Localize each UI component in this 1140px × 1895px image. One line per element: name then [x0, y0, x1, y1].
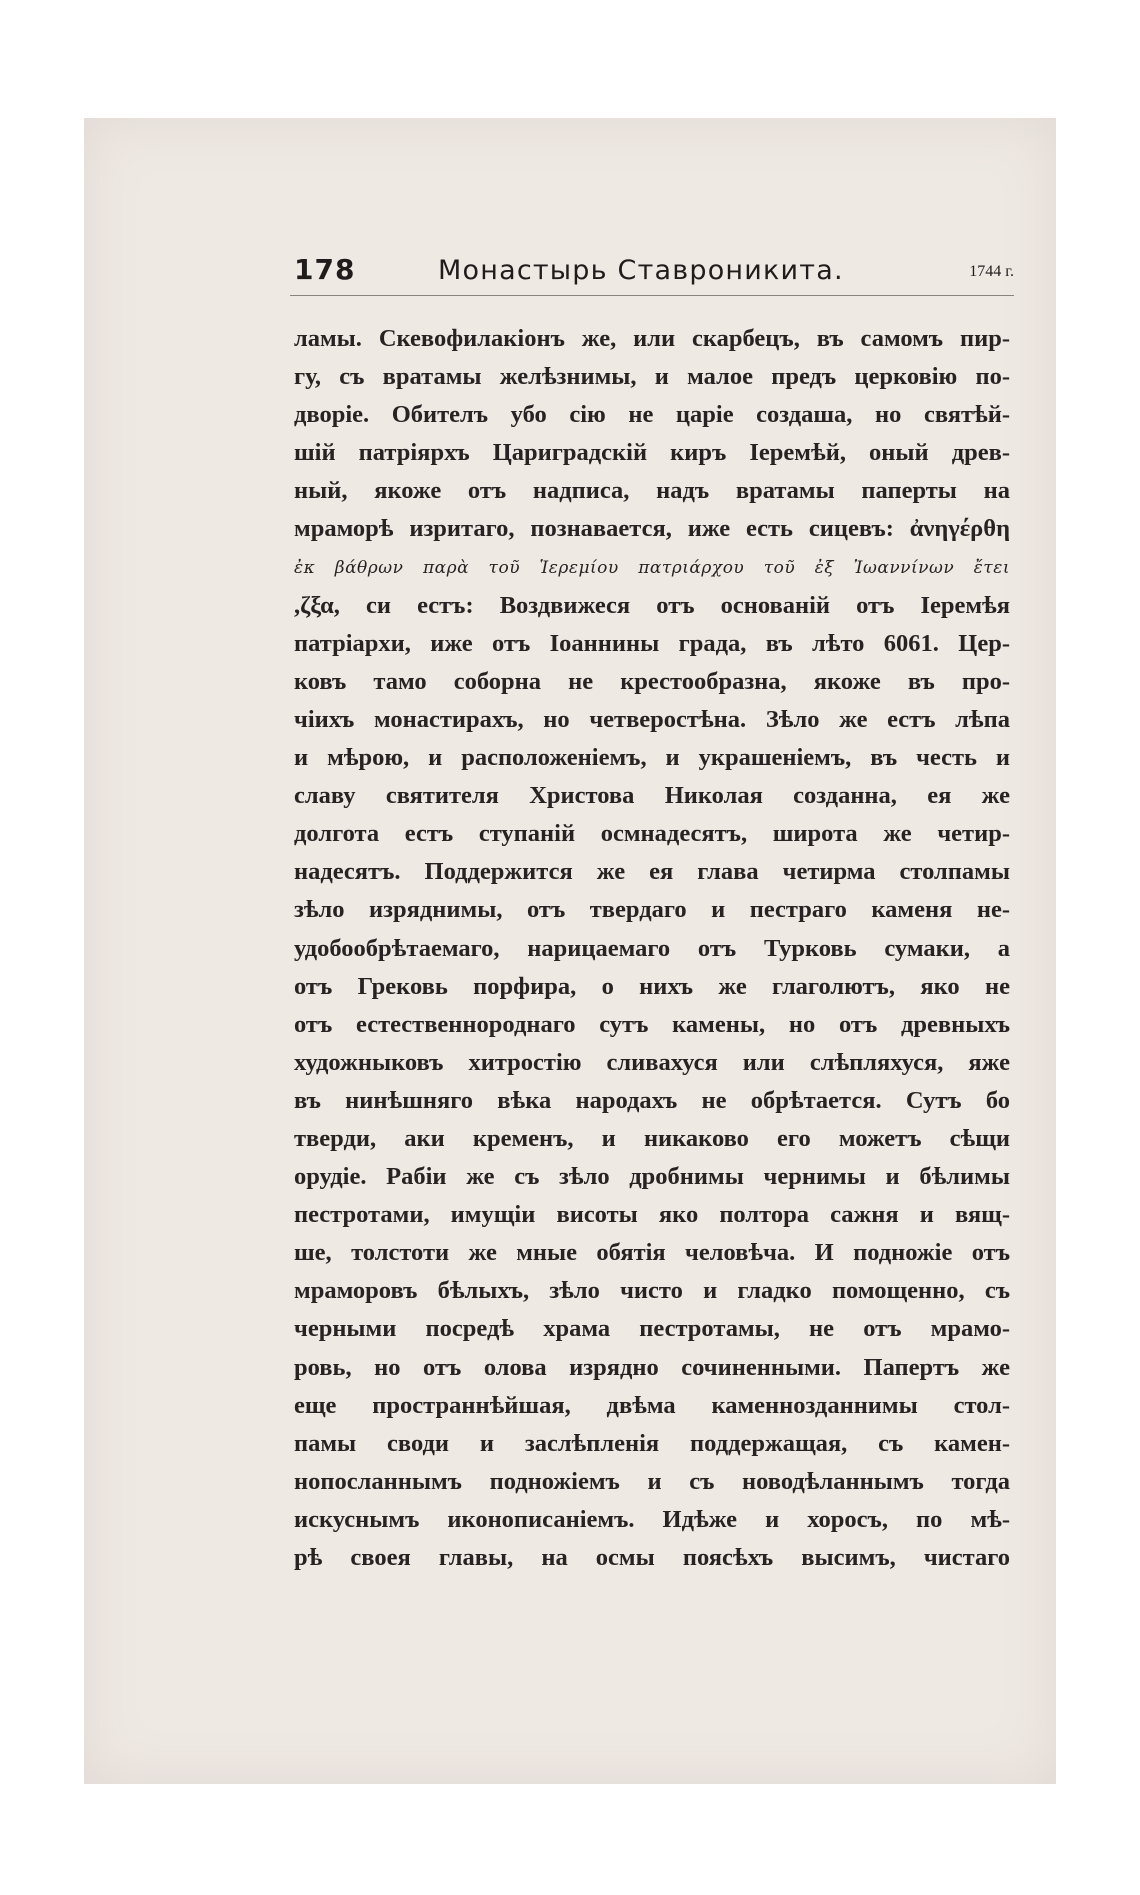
text-line: рѣ своея главы, на осмы поясѣхъ высимъ, чистаго [294, 1544, 1010, 1571]
text-line: ковъ тамо соборна не крестообразна, якоже въ про- [294, 667, 1010, 695]
text-line: ,ζξα, си естъ: Воздвижеся отъ основаній отъ Іеремѣя [294, 591, 1010, 619]
text-line: памы своди и заслѣпленія поддержащая, съ камен- [294, 1429, 1010, 1457]
greek-inscription-line: ἐκ βάθρων παρὰ τοῦ Ἱερεμίου πατριάρχου τοῦ ἐξ Ἰωαννίνων ἔτει [294, 557, 1010, 578]
text-line: долгота естъ ступаній осмнадесятъ, широта же четир- [294, 820, 1010, 848]
year-marker: 1744 г. [969, 263, 1014, 280]
text-line: ный, якоже отъ надписа, надъ вратамы паперты на [294, 477, 1010, 505]
text-line: искуснымъ иконописаніемъ. Идѣже и хоросъ, по мѣ- [294, 1505, 1010, 1533]
text-line: мраморѣ изритаго, познавается, иже есть сицевъ: ἀνηγέρθη [294, 515, 1010, 543]
text-line: ровь, но отъ олова изрядно сочиненными. Папертъ же [294, 1353, 1010, 1381]
text-line: нопосланнымъ подножіемъ и съ новодѣланнымъ тогда [294, 1467, 1010, 1495]
running-title: Монастырь Ставроникита. [438, 255, 844, 286]
body-text [294, 320, 1010, 1577]
text-line: патріархи, иже отъ Іоаннины града, въ лѣто 6061. Цер- [294, 629, 1010, 657]
text-line: тверди, аки кременъ, и никаково его можетъ сѣщи [294, 1124, 1010, 1152]
text-line: художныковъ хитростію сливахуся или слѣпляхуся, яже [294, 1048, 1010, 1076]
text-line: отъ Грековь порфира, о нихъ же глаголютъ, яко не [294, 972, 1010, 1000]
text-line: еще пространнѣйшая, двѣма каменнозданнимы стол- [294, 1391, 1010, 1419]
text-line: шій патріярхъ Цариградскій киръ Іеремѣй, оный древ- [294, 439, 1010, 467]
text-line: надесятъ. Поддержится же ея глава четирма столпамы [294, 858, 1010, 886]
text-line: удобообрѣтаемаго, нарицаемаго отъ Турковь сумаки, а [294, 934, 1010, 962]
text-line: въ нинѣшняго вѣка народахъ не обрѣтается. Сутъ бо [294, 1086, 1010, 1114]
text-line: чіихъ монастирахъ, но четверостѣна. Зѣло же естъ лѣпа [294, 705, 1010, 733]
text-line: зѣло изряднимы, отъ твердаго и пестраго каменя не- [294, 896, 1010, 924]
text-line: отъ естественнороднаго сутъ камены, но отъ древныхъ [294, 1010, 1010, 1038]
text-line: мраморовъ бѣлыхъ, зѣло чисто и гладко помощенно, съ [294, 1277, 1010, 1305]
text-line: орудіе. Рабіи же съ зѣло дробнимы чернимы и бѣлимы [294, 1163, 1010, 1191]
text-line: славу святителя Христова Николая созданна, ея же [294, 782, 1010, 810]
text-line: пестротами, имущіи висоты яко полтора сажня и вящ- [294, 1201, 1010, 1229]
text-line: дворіе. Обителъ убо сію не царіе создаша, но святѣй- [294, 401, 1010, 429]
text-line: ше, толстоти же мные обятія человѣча. И подножіе отъ [294, 1239, 1010, 1267]
text-line: ламы. Скевофилакіонъ же, или скарбецъ, въ самомъ пир- [294, 325, 1010, 352]
page-number: 178 [294, 253, 356, 286]
page-header [290, 247, 1014, 296]
text-line: и мѣрою, и расположеніемъ, и украшеніемъ, въ честь и [294, 744, 1010, 772]
text-line: черными посредѣ храма пестротамы, не отъ мрамо- [294, 1315, 1010, 1343]
text-line: гу, съ вратамы желѣзнимы, и малое предъ церковію по- [294, 363, 1010, 391]
